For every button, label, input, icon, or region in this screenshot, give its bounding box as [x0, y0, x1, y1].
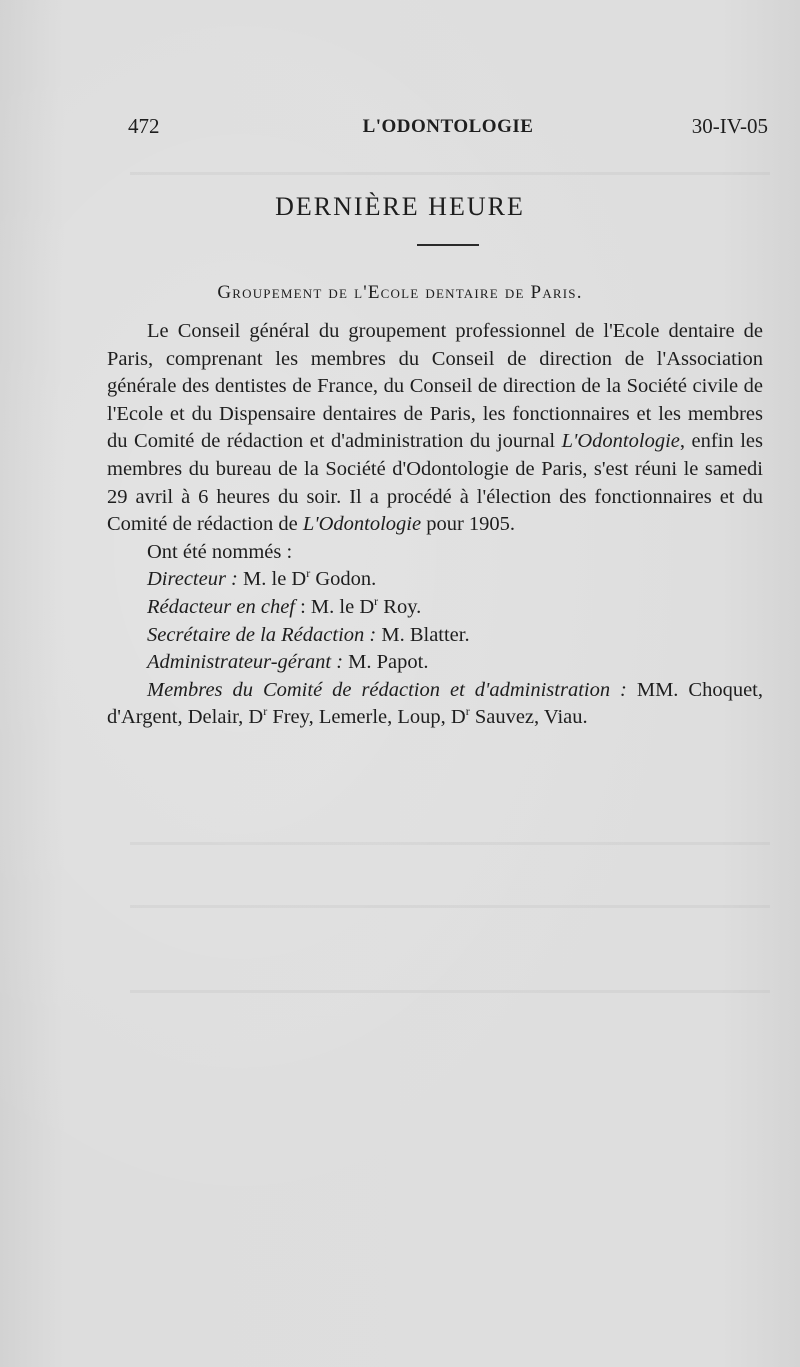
title-abbrev: r: [263, 704, 268, 719]
appointment-role: Rédacteur en chef: [147, 595, 295, 618]
appointed-intro: Ont été nommés :: [147, 540, 293, 563]
issue-date: 30-IV-05: [691, 114, 768, 138]
section-title: DERNIÈRE HEURE: [275, 192, 525, 221]
appointment-director: [107, 566, 763, 594]
appointment-name: : M. le D: [294, 595, 375, 618]
paragraph-text: , enfin les membres du bureau de la Société d'Odontologie de Paris, s'est réuni le samedi 29 avril à 6 heures du soir. Il a procédé à l'élection des fonctionnaires et du Comité de rédaction de: [107, 430, 763, 536]
journal-reference: L'Odontologie: [561, 430, 680, 453]
appointment-name: M. Papot.: [343, 651, 429, 674]
article-subtitle: Groupement de l'Ecole dentaire de Paris.: [217, 282, 583, 303]
appointment-name: Godon.: [310, 568, 377, 591]
show-through-mark: [130, 842, 770, 845]
paragraph-text: Le Conseil général du groupement professionnel de l'Ecole dentaire de Paris, comprenant les membres du Conseil de direction de l'Association générale des dentistes de France, du Conseil de direction de la Société civile de l'Ecole et du Dispensaire dentaires de Paris, les fonctionnaires et les membres du Comité de rédaction et d'administration du journal: [107, 320, 763, 453]
main-paragraph: [107, 318, 763, 539]
committee-members: [107, 677, 763, 732]
page-number: 472: [128, 114, 160, 138]
appointment-role: Membres du Comité de rédaction et d'administration :: [147, 678, 627, 701]
show-through-mark: [130, 172, 770, 175]
article-body: [107, 318, 763, 732]
appointment-role: Directeur :: [147, 568, 238, 591]
appointment-role: Secrétaire de la Rédaction :: [147, 623, 377, 646]
appointment-name: M. le D: [237, 568, 307, 591]
appointment-administrator: [107, 649, 763, 677]
member-names: MM. Choquet, d'Argent, Delair, D: [107, 678, 763, 729]
show-through-mark: [130, 990, 770, 993]
member-names: Frey, Lemerle, Loup, D: [267, 706, 466, 729]
journal-title: L'ODONTOLOGIE: [362, 116, 534, 137]
title-abbrev: r: [374, 594, 379, 609]
paragraph-text: pour 1905.: [421, 513, 516, 536]
appointment-secretary: [107, 622, 763, 650]
running-header: [128, 114, 768, 144]
appointment-name: M. Blatter.: [376, 623, 470, 646]
show-through-mark: [130, 905, 770, 908]
appointment-editor-in-chief: [107, 594, 763, 622]
appointment-name: Roy.: [378, 595, 422, 618]
journal-reference: L'Odontologie: [302, 513, 422, 536]
title-abbrev: r: [306, 566, 311, 581]
appointment-role: Administrateur-gérant :: [147, 651, 344, 674]
title-divider: [417, 244, 479, 246]
title-abbrev: r: [465, 704, 470, 719]
member-names: Sauvez, Viau.: [469, 706, 588, 729]
